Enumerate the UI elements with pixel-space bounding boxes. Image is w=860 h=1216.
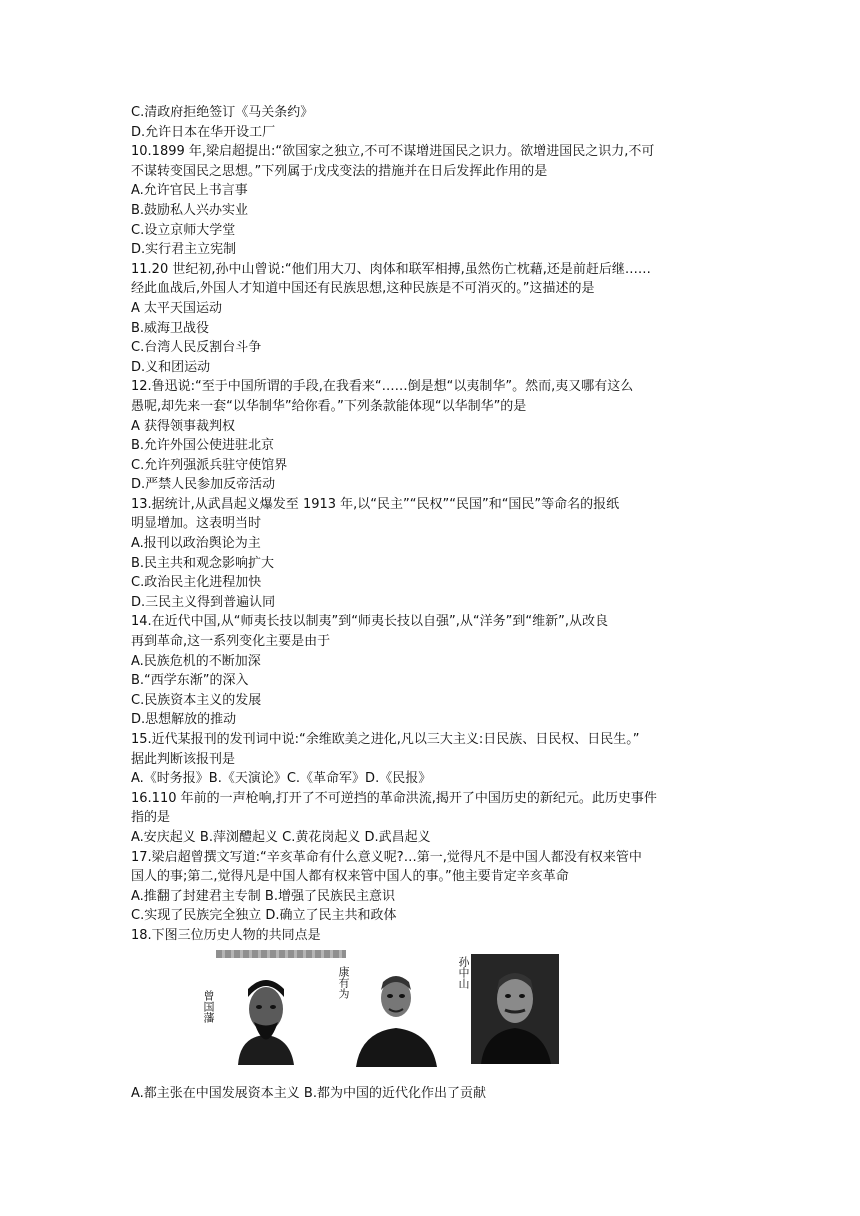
text-line: 国人的事;第二,觉得凡是中国人都有权来管中国人的事。”他主要肯定辛亥革命 <box>131 869 569 885</box>
text-line: 明显增加。这表明当时 <box>131 516 262 532</box>
text-line: D.三民主义得到普遍认同 <box>131 594 276 610</box>
answer-options: A.都主张在中国发展资本主义 B.都为中国的近代化作出了贡献 <box>131 1085 486 1101</box>
text-line: 14.在近代中国,从“师夷长技以制夷”到“师夷长技以自强”,从“洋务”到“维新”,从改良 <box>131 614 608 630</box>
text-line: 经此血战后,外国人才知道中国还有民族思想,这种民族是不可消灭的。”这描述的是 <box>131 281 595 297</box>
text-line: D.允许日本在华开设工厂 <box>131 124 276 140</box>
text-line: 16.110 年前的一声枪响,打开了不可逆挡的革命洪流,揭开了中国历史的新纪元。此历史事件 <box>131 790 657 806</box>
text-line: A.报刊以政治舆论为主 <box>131 536 261 552</box>
text-line: A.推翻了封建君主专制 B.增强了民族民主意识 <box>131 888 395 904</box>
text-line: B.鼓励私人兴办实业 <box>131 202 249 218</box>
text-line: 15.近代某报刊的发刊词中说:“余维欧美之进化,凡以三大主义:日民族、日民权、日民生。” <box>131 732 640 747</box>
text-line: 13.据统计,从武昌起义爆发至 1913 年,以“民主”“民权”“民国”和“国民”等命名的报纸 <box>131 496 620 512</box>
portrait-label-1: 曾国藩 <box>202 989 215 1023</box>
text-line: A 太平天国运动 <box>131 300 223 316</box>
text-line: C.设立京师大学堂 <box>131 222 236 238</box>
text-line: 12.鲁迅说:“至于中国所谓的手段,在我看来“……倒是想“以夷制华”。然而,夷又哪有这么 <box>131 379 634 395</box>
text-line: B.“西学东渐”的深入 <box>131 673 249 689</box>
exam-page <box>131 103 731 1103</box>
text-line: D.思想解放的推动 <box>131 712 237 728</box>
text-line: A.安庆起义 B.萍浏醴起义 C.黄花岗起义 D.武昌起义 <box>131 829 431 845</box>
portrait-label-3: 孙中山 <box>457 955 470 989</box>
portrait-label-2: 康有为 <box>337 965 350 999</box>
text-line: 10.1899 年,梁启超提出:“欲国家之独立,不可不谋增进国民之识力。欲增进国民之识力,不可 <box>131 144 655 160</box>
text-line: D.义和团运动 <box>131 359 211 375</box>
portrait-sun-yatsen <box>471 954 559 1064</box>
text-line: B.民主共和观念影响扩大 <box>131 555 275 571</box>
text-line: B.威海卫战役 <box>131 320 210 336</box>
text-line: A.《时务报》B.《天演论》C.《革命军》D.《民报》 <box>131 771 432 787</box>
text-line: B.允许外国公使进驻北京 <box>131 438 275 454</box>
portrait-kang-youwei <box>351 962 441 1067</box>
text-line: C.允许列强派兵驻守使馆界 <box>131 457 288 473</box>
figure-caption-scan <box>216 950 346 958</box>
text-line: C.实现了民族完全独立 D.确立了民主共和政体 <box>131 908 397 924</box>
text-line: C.台湾人民反割台斗争 <box>131 340 262 356</box>
text-line: C.政治民主化进程加快 <box>131 575 262 591</box>
text-line: 11.20 世纪初,孙中山曾说:“他们用大刀、肉体和联军相搏,虽然伤亡枕藉,还是前赶后继…… <box>131 261 651 277</box>
text-line: A.民族危机的不断加深 <box>131 653 261 669</box>
text-line: D.严禁人民参加反帝活动 <box>131 477 276 493</box>
text-line: 愚呢,却先来一套“以华制华”给你看。”下列条款能体现“以华制华”的是 <box>131 398 527 414</box>
text-line: 再到革命,这一系列变化主要是由于 <box>131 634 331 650</box>
text-line: 不谋转变国民之思想。”下列属于戊戌变法的措施并在日后发挥此作用的是 <box>131 163 548 179</box>
portrait-zeng-guofan <box>218 967 313 1065</box>
text-line: D.实行君主立宪制 <box>131 242 237 258</box>
text-line: 17.梁启超曾撰文写道:“辛亥革命有什么意义呢?…第一,觉得凡不是中国人都没有权来管中 <box>131 849 642 865</box>
text-line: 指的是 <box>131 810 171 826</box>
text-line: 据此判断该报刊是 <box>131 751 236 767</box>
text-line: 18.下图三位历史人物的共同点是 <box>131 927 321 943</box>
question-text <box>131 103 731 946</box>
text-line: C.清政府拒绝签订《马关条约》 <box>131 105 314 120</box>
text-line: A 获得领事裁判权 <box>131 418 236 434</box>
portrait-figure <box>131 950 731 1082</box>
text-line: C.民族资本主义的发展 <box>131 692 262 708</box>
text-line: A.允许官民上书言事 <box>131 183 248 199</box>
